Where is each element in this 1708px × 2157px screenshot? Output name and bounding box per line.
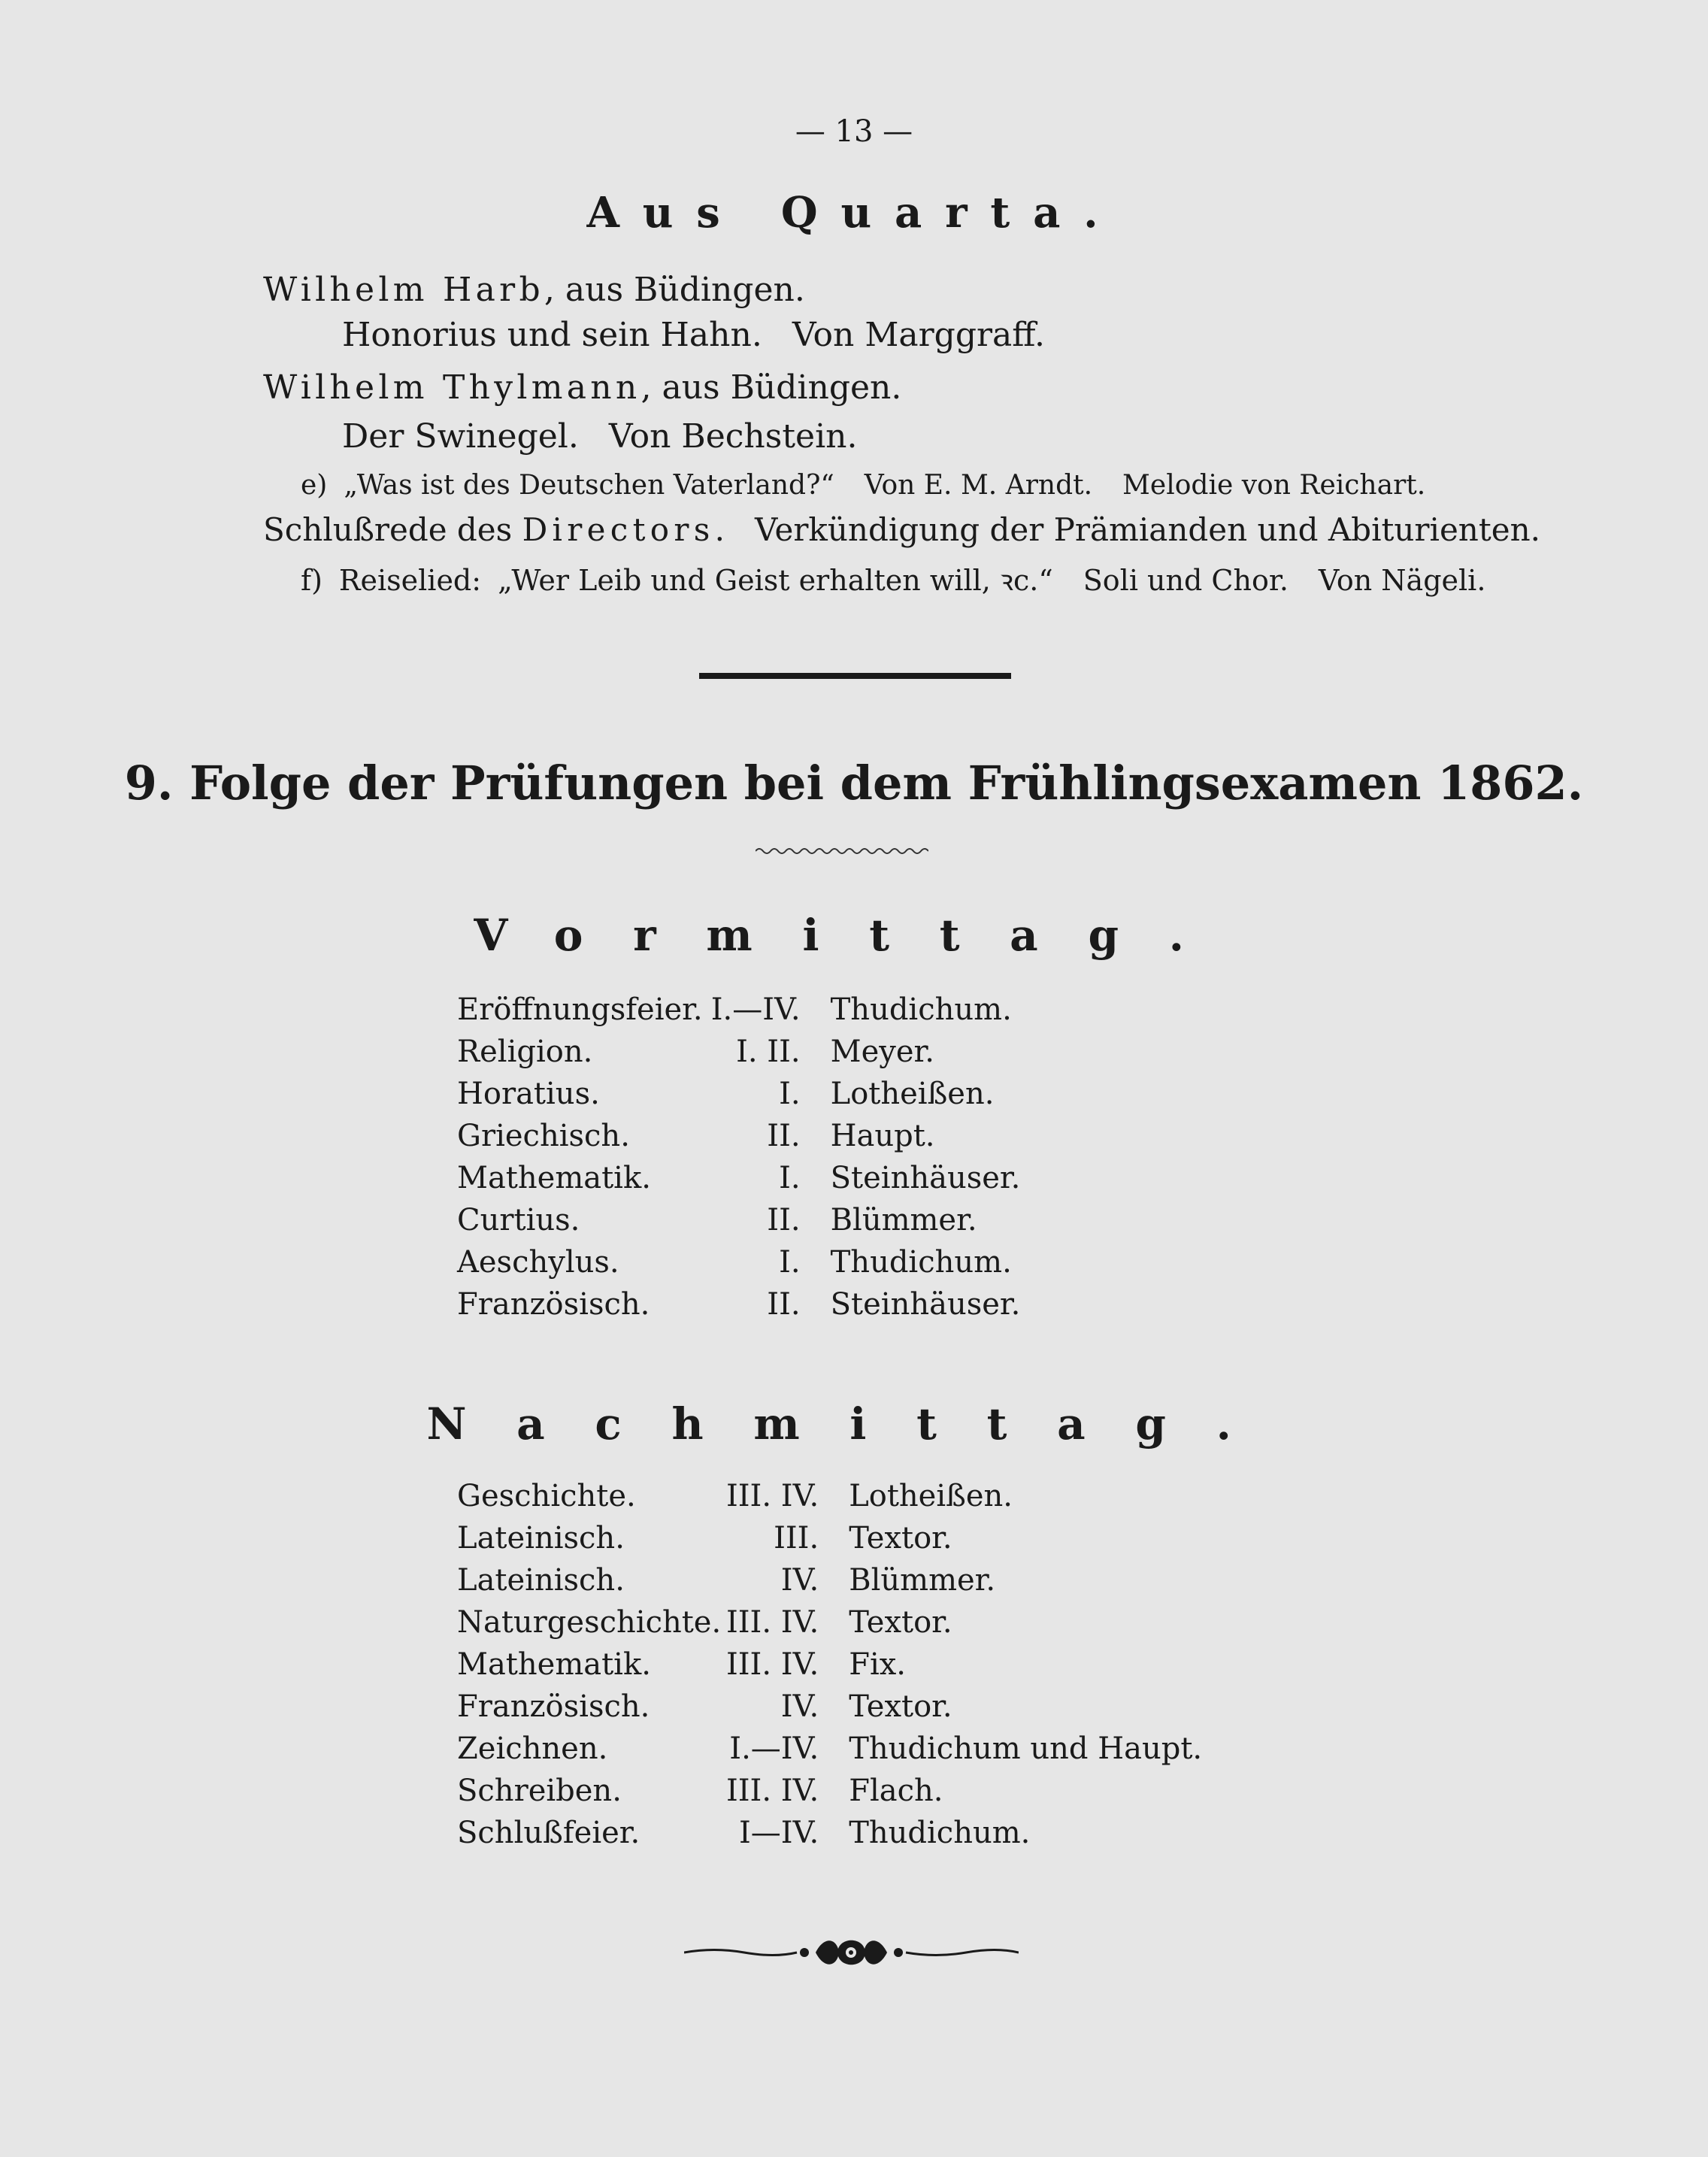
subject-cell: Zeichnen. <box>457 1731 608 1766</box>
recitation-title: Der Swinegel. <box>342 417 579 456</box>
period: . <box>714 511 725 548</box>
classes-cell: I—IV. <box>738 1816 819 1850</box>
teacher-cell: Textor. <box>849 1521 952 1556</box>
classes-cell: I. <box>779 1245 801 1280</box>
song-author: Von E. M. Arndt. <box>864 470 1093 501</box>
vormittag-schedule <box>457 989 1020 1325</box>
quarta-heading: Aus Quarta. <box>586 188 1122 238</box>
schedule-row <box>457 1770 1202 1812</box>
subject-cell: Mathematik. <box>457 1161 651 1195</box>
directors-word: Directors <box>522 511 715 548</box>
teacher-cell: Thudichum. <box>830 1245 1012 1280</box>
quarta-line-1 <box>263 271 805 309</box>
teacher-cell: Blümmer. <box>830 1203 977 1238</box>
subject-cell: Geschichte. <box>457 1479 636 1513</box>
subject-cell: Eröffnungsfeier. <box>457 992 703 1027</box>
schedule-row <box>457 989 1020 1031</box>
classes-cell: II. <box>767 1287 801 1322</box>
classes-cell: II. <box>767 1119 801 1153</box>
classes-cell: I.—IV. <box>710 992 801 1027</box>
student-origin: , aus Büdingen. <box>640 368 902 407</box>
subject-cell: Französisch. <box>457 1689 650 1724</box>
item-label: f) <box>301 564 323 597</box>
quarta-line-5 <box>301 470 1425 501</box>
subject-cell: Französisch. <box>457 1287 650 1322</box>
subject-cell: Lateinisch. <box>457 1563 625 1598</box>
schedule-row <box>457 1031 1020 1073</box>
schedule-row <box>457 1517 1202 1559</box>
subject-cell: Aeschylus. <box>457 1245 619 1280</box>
student-name: Wilhelm Thylmann <box>263 368 641 407</box>
teacher-cell: Meyer. <box>830 1035 934 1069</box>
classes-cell: I.—IV. <box>729 1731 819 1766</box>
classes-cell: III. <box>774 1521 819 1556</box>
subject-cell: Schlußfeier. <box>457 1816 640 1850</box>
teacher-cell: Lotheißen. <box>830 1077 995 1111</box>
schedule-row <box>457 1812 1202 1854</box>
song-performers: Soli und Chor. <box>1083 564 1289 597</box>
teacher-cell: Steinhäuser. <box>830 1287 1021 1322</box>
quarta-line-7 <box>301 560 1485 599</box>
nachmittag-schedule <box>457 1475 1202 1854</box>
quarta-line-4 <box>342 417 857 456</box>
teacher-cell: Flach. <box>849 1774 943 1808</box>
subject-cell: Religion. <box>457 1035 593 1069</box>
song-melody: Melodie von Reichart. <box>1122 470 1426 501</box>
teacher-cell: Thudichum. <box>849 1816 1031 1850</box>
schedule-row <box>457 1283 1020 1325</box>
schedule-row <box>457 1157 1020 1199</box>
student-origin: , aus Büdingen. <box>544 271 805 309</box>
schedule-row <box>457 1199 1020 1241</box>
schedule-row <box>457 1686 1202 1728</box>
classes-cell: III. IV. <box>725 1774 819 1808</box>
vormittag-heading: Vormittag. <box>474 910 1234 961</box>
wavy-line-icon <box>756 846 928 856</box>
teacher-cell: Fix. <box>849 1647 907 1682</box>
nachmittag-heading: Nachmittag. <box>426 1398 1282 1450</box>
horizontal-rule <box>699 673 1011 679</box>
song-title: „Was ist des Deutschen Vaterland?“ <box>344 470 834 501</box>
classes-cell: III. IV. <box>725 1479 819 1513</box>
teacher-cell: Thudichum. <box>830 992 1012 1027</box>
teacher-cell: Textor. <box>849 1605 952 1640</box>
page-number: — 13 — <box>795 114 913 149</box>
classes-cell: I. II. <box>736 1035 801 1069</box>
subject-cell: Curtius. <box>457 1203 580 1238</box>
student-name: Wilhelm Harb <box>263 271 544 309</box>
classes-cell: IV. <box>780 1563 819 1598</box>
section-title: 9. Folge der Prüfungen bei dem Frühlingsexamen 1862. <box>124 756 1584 810</box>
classes-cell: IV. <box>780 1689 819 1724</box>
classes-cell: I. <box>779 1077 801 1111</box>
subject-cell: Naturgeschichte. <box>457 1605 722 1640</box>
classes-cell: II. <box>767 1203 801 1238</box>
subject-cell: Mathematik. <box>457 1647 651 1682</box>
ornament-icon <box>684 1934 1019 1971</box>
teacher-cell: Haupt. <box>830 1119 935 1153</box>
item-label: e) <box>301 470 328 501</box>
teacher-cell: Thudichum und Haupt. <box>849 1731 1203 1766</box>
song-title: „Wer Leib und Geist erhalten will, ꝛc.“ <box>498 564 1053 597</box>
teacher-cell: Textor. <box>849 1689 952 1724</box>
teacher-cell: Lotheißen. <box>849 1479 1013 1513</box>
schedule-row <box>457 1115 1020 1157</box>
schedule-row <box>457 1475 1202 1517</box>
quarta-line-2 <box>342 316 1045 354</box>
schedule-row <box>457 1601 1202 1644</box>
song-author: Von Nägeli. <box>1318 564 1486 597</box>
recitation-title: Honorius und sein Hahn. <box>342 316 762 354</box>
schedule-row <box>457 1559 1202 1601</box>
subject-cell: Lateinisch. <box>457 1521 625 1556</box>
teacher-cell: Steinhäuser. <box>830 1161 1021 1195</box>
teacher-cell: Blümmer. <box>849 1563 996 1598</box>
schedule-row <box>457 1073 1020 1115</box>
recitation-author: Von Marggraff. <box>792 316 1045 354</box>
schedule-row <box>457 1728 1202 1770</box>
recitation-author: Von Bechstein. <box>608 417 858 456</box>
quarta-line-6 <box>263 511 1540 548</box>
classes-cell: III. IV. <box>725 1605 819 1640</box>
quarta-line-3 <box>263 368 901 407</box>
classes-cell: III. IV. <box>725 1647 819 1682</box>
announcement: Verkündigung der Prämianden und Abiturienten. <box>754 511 1540 548</box>
subject-cell: Horatius. <box>457 1077 600 1111</box>
subject-cell: Schreiben. <box>457 1774 622 1808</box>
song-name: Reiselied: <box>338 564 482 597</box>
schedule-row <box>457 1241 1020 1283</box>
classes-cell: I. <box>779 1161 801 1195</box>
closing-speech: Schlußrede des <box>263 511 513 548</box>
subject-cell: Griechisch. <box>457 1119 630 1153</box>
schedule-row <box>457 1644 1202 1686</box>
